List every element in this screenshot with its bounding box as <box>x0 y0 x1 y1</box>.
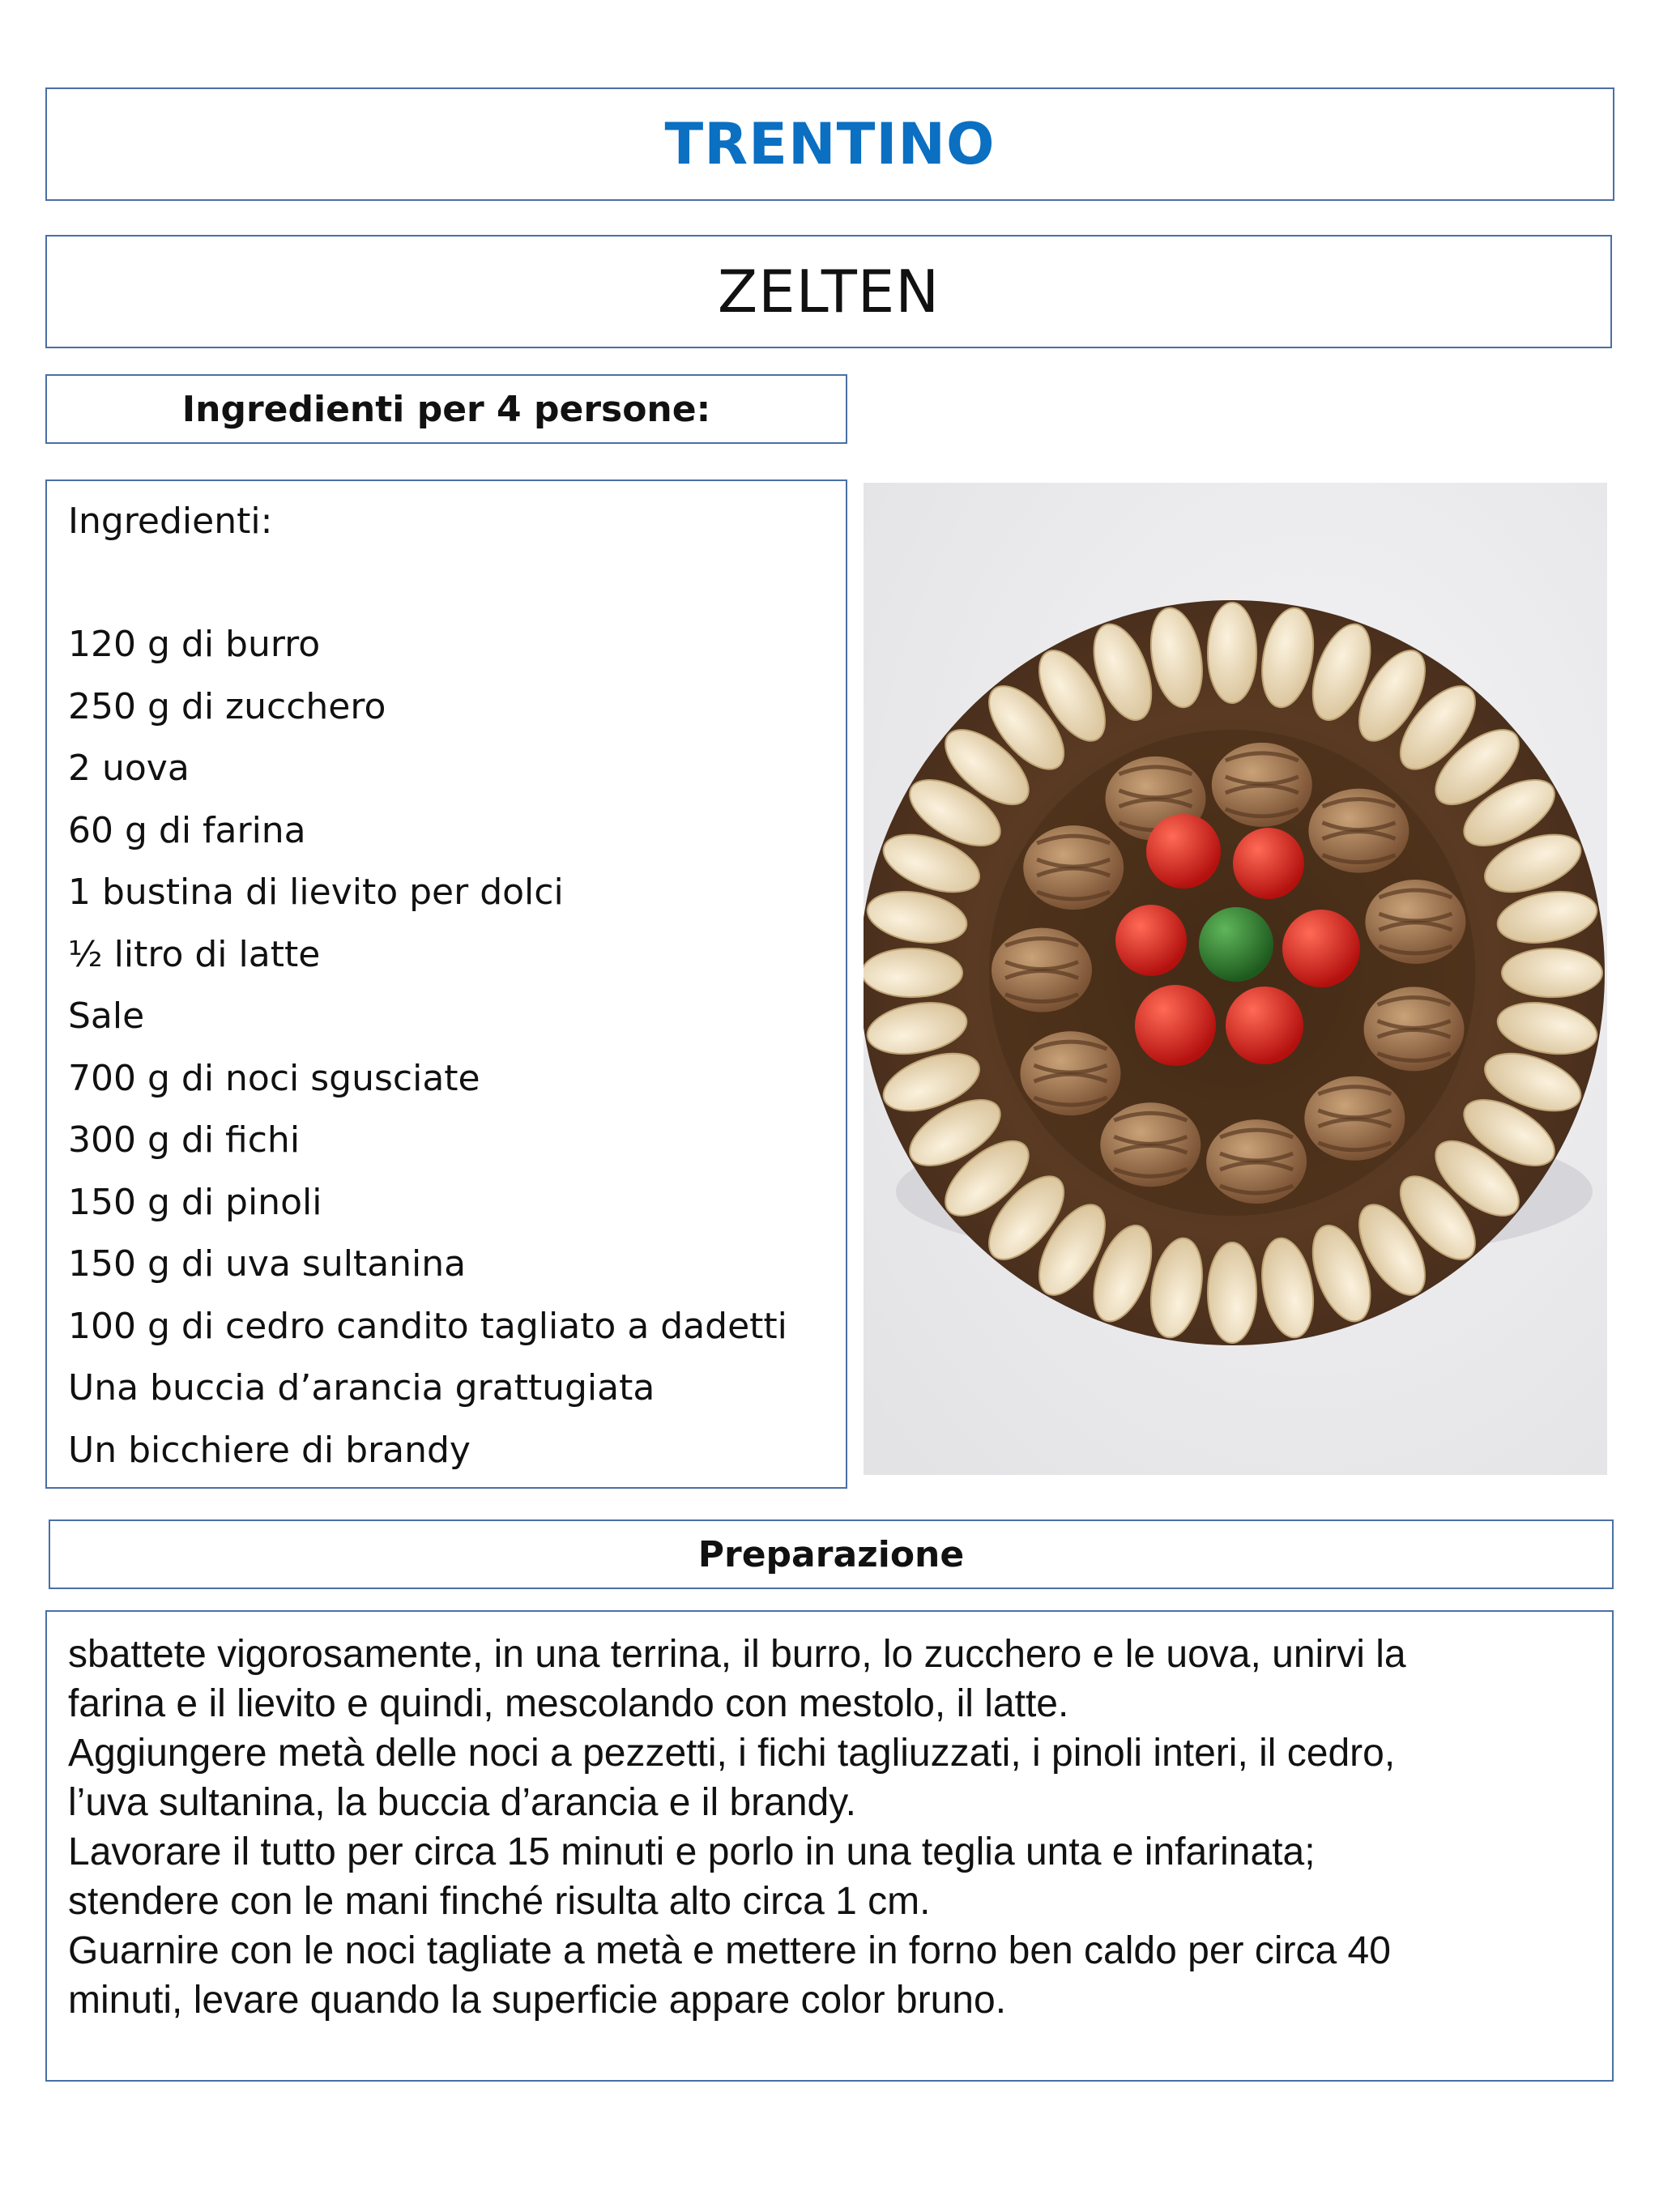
walnut-decoration <box>1364 987 1465 1071</box>
ingredient-item: 150 g di pinoli <box>68 1181 322 1223</box>
walnut-decoration <box>1304 1076 1405 1161</box>
ingredient-item: 60 g di farina <box>68 809 306 851</box>
preparation-text-line: l’uva sultanina, la buccia d’arancia e il brandy. <box>68 1781 857 1824</box>
almond-decoration <box>864 948 962 997</box>
walnut-decoration <box>1365 880 1465 964</box>
ingredient-item: Un bicchiere di brandy <box>68 1429 471 1471</box>
preparation-text-line: stendere con le mani finché risulta alto circa 1 cm. <box>68 1880 931 1923</box>
preparation-text-line: Guarnire con le noci tagliate a metà e mettere in forno ben caldo per circa 40 <box>68 1929 1391 1972</box>
walnut-decoration <box>1021 1031 1121 1115</box>
almond-decoration <box>1208 603 1256 703</box>
dish-title: ZELTEN <box>717 258 940 326</box>
walnut-decoration <box>1100 1102 1201 1187</box>
servings-label: Ingredienti per 4 persone: <box>181 388 711 430</box>
walnut-decoration <box>1308 789 1409 873</box>
ingredient-item: 150 g di uva sultanina <box>68 1243 467 1285</box>
ingredient-item: 250 g di zucchero <box>68 685 386 727</box>
ingredient-item: 2 uova <box>68 748 190 789</box>
ingredients-heading: Ingredienti: <box>68 501 273 542</box>
region-header <box>45 87 1614 201</box>
ingredient-item: Sale <box>68 995 145 1037</box>
preparation-label: Preparazione <box>697 1533 965 1575</box>
walnut-decoration <box>1212 743 1312 827</box>
preparation-text-line: Aggiungere metà delle noci a pezzetti, i fichi tagliuzzati, i pinoli interi, il cedro, <box>68 1732 1396 1775</box>
ingredient-item: 700 g di noci sgusciate <box>68 1057 480 1099</box>
ingredient-item: 1 bustina di lievito per dolci <box>68 872 564 913</box>
preparation-text-line: sbattete vigorosamente, in una terrina, il burro, lo zucchero e le uova, unirvi la <box>68 1633 1406 1676</box>
servings-header <box>45 374 847 444</box>
preparation-text-line: farina e il lievito e quindi, mescolando con mestolo, il latte. <box>68 1682 1069 1725</box>
region-title: TRENTINO <box>664 111 996 177</box>
preparation-header <box>49 1519 1614 1589</box>
almond-decoration <box>1208 1242 1256 1343</box>
ingredients-list <box>68 614 846 1481</box>
preparation-text-line: Lavorare il tutto per circa 15 minuti e porlo in una teglia unta e infarinata; <box>68 1831 1316 1873</box>
walnut-decoration <box>1206 1119 1307 1204</box>
ingredient-item: 300 g di fichi <box>68 1119 301 1161</box>
ingredient-item: Una buccia d’arancia grattugiata <box>68 1367 655 1409</box>
ingredients-panel <box>45 479 847 1489</box>
zelten-cake-photo <box>864 483 1607 1475</box>
ingredient-item: 120 g di burro <box>68 624 321 665</box>
ingredient-item: ½ litro di latte <box>68 933 321 975</box>
preparation-text-line: minuti, levare quando la superficie appare color bruno. <box>68 1979 1007 2022</box>
dish-header <box>45 235 1612 348</box>
almond-decoration <box>1502 948 1602 997</box>
ingredient-item: 100 g di cedro candito tagliato a dadetti <box>68 1305 787 1347</box>
preparation-panel <box>45 1610 1614 2082</box>
walnut-decoration <box>992 928 1092 1012</box>
walnut-decoration <box>1023 825 1124 910</box>
